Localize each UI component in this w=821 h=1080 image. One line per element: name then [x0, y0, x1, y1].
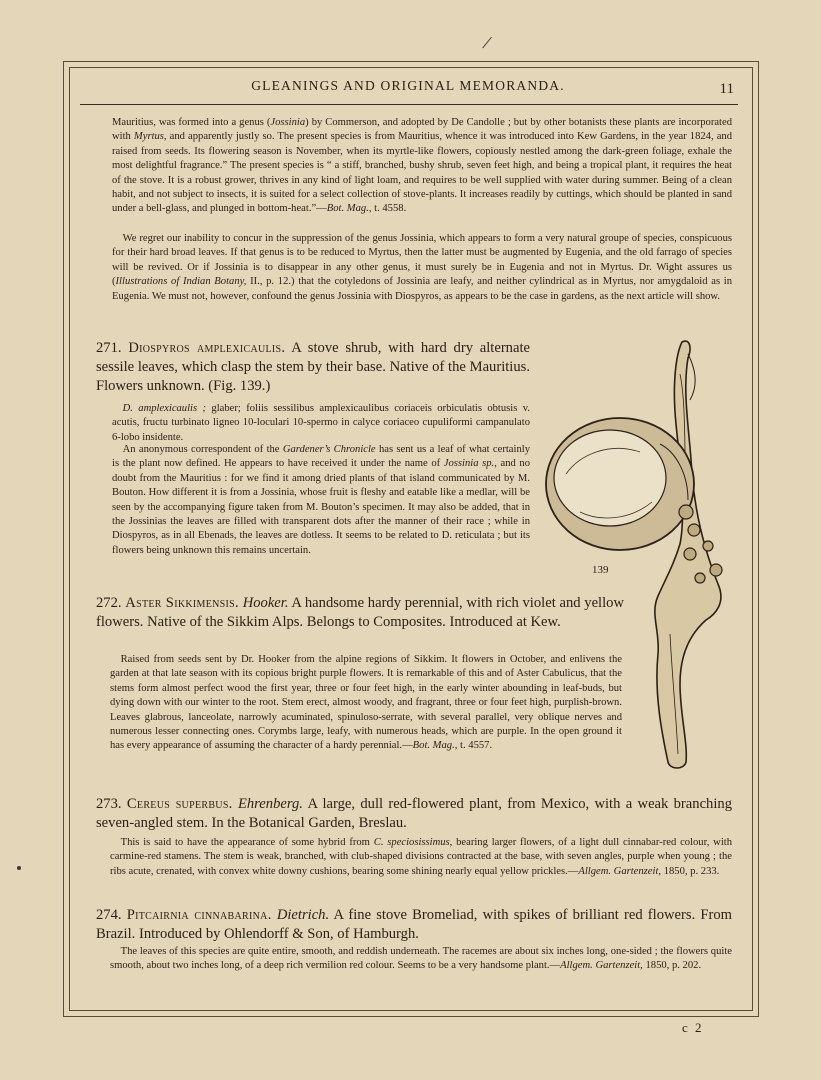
entry-272-body: Raised from seeds sent by Dr. Hooker from the alpine regions of Sikkim. It flowers in October, and enlivens the garden at that late season with its copious bright purple flowers. It is remarkable of this and of Aster Cabulicus, that the stems form almost perfect wood the first year, three or four feet high, in the early winter abounding in leaf-buds, but dying down with our winter to the root. Stem erect, almost woody, and fragrant, three or four feet high, purplish-brown. Leaves glabrous, lanceolate, narrowly acuminated, spinuloso-serrate, with several parallel, very oblique nerves and numerous lesser connecting ones. Corymbs large, leafy, with numerous heads, which are purple. In the open ground it has every appearance of assuming the character of a hardy perennial.—Bot. Mag., t. 4557. — [110, 654, 622, 752]
running-title: GLEANINGS AND ORIGINAL MEMORANDA. — [251, 78, 565, 93]
signature-mark: c 2 — [682, 1020, 704, 1035]
entry-271-heading: 271. Diospyros amplexicaulis. A stove shrub, with hard dry alternate sessile leaves, which clasp the stem by their base. Native of the Mauritius. Flowers unknown. (Fig. 139.) — [96, 340, 530, 394]
entry-273-body: This is said to have the appearance of some hybrid from C. speciosissimus, bearing larger flowers, of a light dull cinnabar-red colour, with carmine-red stamens. The stem is weak, branched, with club-shaped divisions contracted at the base, with seven angles, purple when young ; the ribs acute, crenated, with convex white downy cushions, bearing some shining nearly equal yellow prickles.—Allgem. Gartenzeit, 1850, p. 233. — [110, 837, 733, 877]
entry-274-heading: 274. Pitcairnia cinnabarina. Dietrich. A fine stove Bromeliad, with spikes of brilliant red flowers. From Brazil. Introduced by Ohlendorff & Son, of Hamburgh. — [96, 907, 733, 942]
header-rule — [80, 104, 738, 105]
entry-273-heading: 273. Cereus superbus. Ehrenberg. A large, dull red-flowered plant, from Mexico, with a weak branching seven-angled stem. In the Botanical Garden, Breslau. — [96, 796, 732, 831]
entry-272-heading: 272. Aster Sikkimensis. Hooker. A handsome hardy perennial, with rich violet and yellow flowers. Native of the Sikkim Alps. Belongs to Composites. Introduced at Kew. — [96, 595, 624, 630]
pencil-mark: / — [480, 31, 494, 55]
running-header — [72, 78, 744, 102]
entry-274-body: The leaves of this species are quite entire, smooth, and reddish underneath. The racemes are about six inches long, one-sided ; the flowers quite smooth, about two inches long, of a deep rich vermilion red colour. Seems to be a very handsome plant.—Allgem. Gartenzeit, 1850, p. 202. — [110, 946, 732, 972]
entry-271-body: An anonymous correspondent of the Gardener’s Chronicle has sent us a leaf of what certainly is the plant now defined. He appears to have received it under the name of Jossinia sp., and no doubt from the Mauritius : for we find it among dried plants of that island communicated by M. Bouton. How different it is from a Jossinia, whose fruit is fleshy and eatable like a medlar, will be seen by the accompanying figure taken from M. Bouton’s specimen. It may also be added, that in the Jossinias the leaves are filled with transparent dots after the manner of their race ; while in Diospyros, as in all Ebenads, the leaves are dotless. It seems to be related to D. reticulata ; but its flowers being unknown this remains uncertain. — [112, 444, 531, 556]
intro-paragraph-1: Mauritius, was formed into a genus (Jossinia) by Commerson, and adopted by De Candolle ; but by other botanists these plants are incorporated with Myrtus, and apparently justly so. The present species is from Mauritius, whence it was introduced into Kew Gardens, in the year 1824, and raised from seeds. Its flowering season is November, when its myrtle-like flowers, copiously nestled among the dark-green foliage, exhale the most delightful fragrance.” The present species is “ a stiff, branched, bushy shrub, seven feet high, and being a tropical plant, it requires the heat of the stove. It is a robust grower, thrives in any kind of light loam, and requires to be well supplied with water during summer. Being of a clean habit, and not subject to insects, it is suited for a select collection of stove-plants. It increases readily by cuttings, which should be planted in sand under a bell-glass, and plunged in bottom-heat.”—Bot. Mag., t. 4558. — [112, 117, 732, 215]
page-number: 11 — [719, 81, 734, 97]
entry-271-latin: D. amplexicaulis ; glaber; foliis sessilibus amplexicaulibus coriaceis orbiculatis obtusis v. acutis, fructu turbinato ligneo 10-loculari 10-spermo in calyce coriaceo cupuliformi campanulato 6-lobo insidente. — [112, 403, 531, 443]
intro-paragraph-2: We regret our inability to concur in the suppression of the genus Jossinia, which appears to form a very natural groupe of species, conspicuous for their hard broad leaves. If that genus is to be reduced to Myrtus, then the latter must be augmented by Eugenia, and the old farrago of species will be revived. Or if Jossinia is to disappear in any other genus, it must surely be in Eugenia and not in Myrtus. Dr. Wight assures us (Illustrations of Indian Botany, II., p. 12.) that the cotyledons of Jossinia are leafy, and neither cylindrical as in Myrtus, nor amygdaloid as in Eugenia. We must not, however, confound the genus Jossinia with Diospyros, as appears to be the case in gardens, as the next article will show. — [112, 233, 733, 302]
paper-spot — [17, 866, 21, 870]
fruit — [554, 430, 666, 526]
figure-label: 139 — [592, 564, 609, 576]
